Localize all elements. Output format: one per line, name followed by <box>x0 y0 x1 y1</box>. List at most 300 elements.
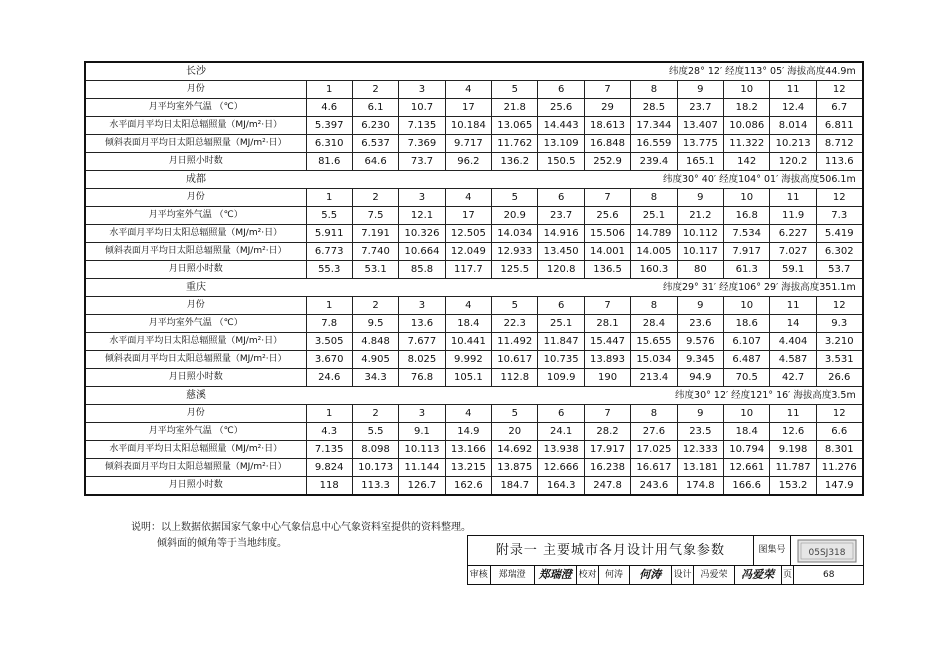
row-label: 月日照小时数 <box>85 153 306 171</box>
table-cell: 243.6 <box>631 477 677 496</box>
table-cell: 153.2 <box>770 477 816 496</box>
table-cell: 1 <box>306 297 352 315</box>
table-cell: 23.7 <box>677 99 723 117</box>
climate-parameter-table <box>84 61 864 496</box>
city-header-row <box>85 387 863 405</box>
row-label: 月份 <box>85 189 306 207</box>
table-cell: 14.443 <box>538 117 584 135</box>
table-cell: 7.135 <box>306 441 352 459</box>
atlas-number-text: 05SJ318 <box>808 547 846 558</box>
month-row <box>85 405 863 423</box>
table-cell: 136.5 <box>584 261 630 279</box>
table-cell: 184.7 <box>492 477 538 496</box>
table-cell: 34.3 <box>352 369 398 387</box>
table-cell: 6.107 <box>724 333 770 351</box>
table-cell: 23.7 <box>538 207 584 225</box>
table-cell: 16.8 <box>724 207 770 225</box>
table-cell: 10.213 <box>770 135 816 153</box>
table-cell: 6 <box>538 297 584 315</box>
table-cell: 7.740 <box>352 243 398 261</box>
table-cell: 190 <box>584 369 630 387</box>
row-label: 月平均室外气温 （℃） <box>85 207 306 225</box>
table-cell: 5.419 <box>816 225 862 243</box>
table-cell: 7.135 <box>399 117 445 135</box>
table-cell: 12.1 <box>399 207 445 225</box>
city-coordinates: 纬度28° 12′ 经度113° 05′ 海拔高度44.9m <box>306 62 863 81</box>
table-cell: 76.8 <box>399 369 445 387</box>
table-cell: 10.117 <box>677 243 723 261</box>
horizontal-irradiation-row <box>85 333 863 351</box>
table-cell: 9.717 <box>445 135 491 153</box>
sunshine-hours-row <box>85 153 863 171</box>
row-label: 月平均室外气温 （℃） <box>85 315 306 333</box>
city-header-row <box>85 279 863 297</box>
city-header-row <box>85 62 863 81</box>
table-cell: 10.617 <box>492 351 538 369</box>
table-cell: 7.677 <box>399 333 445 351</box>
table-cell: 7 <box>584 405 630 423</box>
table-cell: 136.2 <box>492 153 538 171</box>
table-cell: 81.6 <box>306 153 352 171</box>
designer-signature-icon: 冯爱荣 <box>735 566 782 584</box>
month-row <box>85 81 863 99</box>
temperature-row <box>85 99 863 117</box>
table-cell: 9 <box>677 297 723 315</box>
table-cell: 6.537 <box>352 135 398 153</box>
table-cell: 5.397 <box>306 117 352 135</box>
table-cell: 13.065 <box>492 117 538 135</box>
table-cell: 18.4 <box>724 423 770 441</box>
horizontal-irradiation-row <box>85 117 863 135</box>
table-cell: 5.5 <box>306 207 352 225</box>
table-cell: 4 <box>445 189 491 207</box>
table-cell: 7.3 <box>816 207 862 225</box>
table-cell: 142 <box>724 153 770 171</box>
table-cell: 10.112 <box>677 225 723 243</box>
table-cell: 9.3 <box>816 315 862 333</box>
table-cell: 3 <box>399 81 445 99</box>
checker-signature-icon: 何涛 <box>630 566 672 584</box>
sunshine-hours-row <box>85 477 863 496</box>
city-header-row <box>85 171 863 189</box>
table-cell: 55.3 <box>306 261 352 279</box>
table-cell: 9.576 <box>677 333 723 351</box>
table-cell: 2 <box>352 189 398 207</box>
review-label: 审核 <box>468 566 491 584</box>
table-cell: 28.4 <box>631 315 677 333</box>
table-cell: 6.230 <box>352 117 398 135</box>
table-cell: 8.014 <box>770 117 816 135</box>
table-cell: 147.9 <box>816 477 862 496</box>
table-cell: 11 <box>770 189 816 207</box>
reviewer-name: 郑瑞澄 <box>491 566 535 584</box>
table-cell: 6 <box>538 405 584 423</box>
data-sheet <box>84 61 862 496</box>
table-cell: 28.1 <box>584 315 630 333</box>
table-cell: 13.181 <box>677 459 723 477</box>
table-cell: 12.666 <box>538 459 584 477</box>
table-cell: 6 <box>538 81 584 99</box>
table-cell: 6.811 <box>816 117 862 135</box>
table-cell: 11.847 <box>538 333 584 351</box>
table-cell: 3.210 <box>816 333 862 351</box>
table-cell: 12 <box>816 405 862 423</box>
table-cell: 10.086 <box>724 117 770 135</box>
table-cell: 26.6 <box>816 369 862 387</box>
table-cell: 6.302 <box>816 243 862 261</box>
table-cell: 20 <box>492 423 538 441</box>
table-cell: 14.692 <box>492 441 538 459</box>
page-label: 页 <box>782 566 795 584</box>
table-cell: 13.938 <box>538 441 584 459</box>
table-cell: 14.916 <box>538 225 584 243</box>
table-cell: 11 <box>770 405 816 423</box>
month-row <box>85 297 863 315</box>
month-row <box>85 189 863 207</box>
table-cell: 3.670 <box>306 351 352 369</box>
reviewer-signature-icon: 郑瑞澄 <box>535 566 577 584</box>
table-cell: 4.404 <box>770 333 816 351</box>
row-label: 水平面月平均日太阳总辐照量（MJ/m²·日） <box>85 225 306 243</box>
table-cell: 12 <box>816 81 862 99</box>
table-cell: 125.5 <box>492 261 538 279</box>
table-cell: 17.025 <box>631 441 677 459</box>
row-label: 月平均室外气温 （℃） <box>85 99 306 117</box>
table-cell: 64.6 <box>352 153 398 171</box>
table-cell: 27.6 <box>631 423 677 441</box>
table-cell: 8.098 <box>352 441 398 459</box>
table-cell: 10.7 <box>399 99 445 117</box>
table-cell: 247.8 <box>584 477 630 496</box>
table-cell: 8.301 <box>816 441 862 459</box>
tilted-irradiation-row <box>85 459 863 477</box>
table-cell: 18.613 <box>584 117 630 135</box>
table-cell: 59.1 <box>770 261 816 279</box>
table-cell: 9.1 <box>399 423 445 441</box>
table-cell: 16.559 <box>631 135 677 153</box>
table-cell: 9.198 <box>770 441 816 459</box>
table-cell: 70.5 <box>724 369 770 387</box>
row-label: 水平面月平均日太阳总辐照量（MJ/m²·日） <box>85 333 306 351</box>
check-label: 校对 <box>577 566 600 584</box>
table-cell: 10.184 <box>445 117 491 135</box>
table-cell: 5 <box>492 189 538 207</box>
table-cell: 4.6 <box>306 99 352 117</box>
row-label: 倾斜表面月平均日太阳总辐照量（MJ/m²·日） <box>85 459 306 477</box>
table-cell: 120.2 <box>770 153 816 171</box>
table-cell: 5 <box>492 405 538 423</box>
table-cell: 239.4 <box>631 153 677 171</box>
table-cell: 4 <box>445 405 491 423</box>
table-cell: 17.344 <box>631 117 677 135</box>
table-cell: 12.049 <box>445 243 491 261</box>
sunshine-hours-row <box>85 369 863 387</box>
table-cell: 10.664 <box>399 243 445 261</box>
table-cell: 4 <box>445 297 491 315</box>
table-cell: 14.001 <box>584 243 630 261</box>
table-cell: 21.2 <box>677 207 723 225</box>
table-cell: 12 <box>816 189 862 207</box>
table-cell: 10.794 <box>724 441 770 459</box>
table-cell: 10.326 <box>399 225 445 243</box>
table-cell: 7.369 <box>399 135 445 153</box>
table-cell: 5.911 <box>306 225 352 243</box>
table-cell: 11 <box>770 297 816 315</box>
table-cell: 3.505 <box>306 333 352 351</box>
city-coordinates: 纬度29° 31′ 经度106° 29′ 海拔高度351.1m <box>306 279 863 297</box>
table-cell: 12 <box>816 297 862 315</box>
page-number: 68 <box>822 570 835 580</box>
table-cell: 15.655 <box>631 333 677 351</box>
table-cell: 213.4 <box>631 369 677 387</box>
table-cell: 11.144 <box>399 459 445 477</box>
table-cell: 16.617 <box>631 459 677 477</box>
designer-name: 冯爱荣 <box>694 566 734 584</box>
sunshine-hours-row <box>85 261 863 279</box>
row-label: 月份 <box>85 405 306 423</box>
table-cell: 3.531 <box>816 351 862 369</box>
table-cell: 174.8 <box>677 477 723 496</box>
table-cell: 17 <box>445 207 491 225</box>
table-cell: 2 <box>352 405 398 423</box>
table-cell: 23.5 <box>677 423 723 441</box>
table-cell: 10 <box>724 189 770 207</box>
table-cell: 14.789 <box>631 225 677 243</box>
city-name: 长沙 <box>85 62 306 81</box>
table-cell: 14.9 <box>445 423 491 441</box>
table-cell: 12.933 <box>492 243 538 261</box>
table-cell: 3 <box>399 189 445 207</box>
table-cell: 9 <box>677 81 723 99</box>
table-cell: 4.3 <box>306 423 352 441</box>
table-cell: 24.1 <box>538 423 584 441</box>
table-cell: 13.215 <box>445 459 491 477</box>
notes <box>131 520 471 552</box>
city-name: 重庆 <box>85 279 306 297</box>
table-cell: 11.762 <box>492 135 538 153</box>
atlas-number-label: 图集号 <box>754 536 791 566</box>
table-cell: 85.8 <box>399 261 445 279</box>
table-cell: 8 <box>631 297 677 315</box>
table-cell: 7.5 <box>352 207 398 225</box>
table-cell: 113.6 <box>816 153 862 171</box>
table-cell: 73.7 <box>399 153 445 171</box>
horizontal-irradiation-row <box>85 225 863 243</box>
row-label: 月份 <box>85 81 306 99</box>
table-cell: 6.310 <box>306 135 352 153</box>
row-label: 倾斜表面月平均日太阳总辐照量（MJ/m²·日） <box>85 135 306 153</box>
table-cell: 10.735 <box>538 351 584 369</box>
row-label: 月日照小时数 <box>85 477 306 496</box>
table-cell: 9.992 <box>445 351 491 369</box>
tilted-irradiation-row <box>85 243 863 261</box>
table-cell: 252.9 <box>584 153 630 171</box>
table-cell: 17 <box>445 99 491 117</box>
table-cell: 9.345 <box>677 351 723 369</box>
table-cell: 6.1 <box>352 99 398 117</box>
table-cell: 117.7 <box>445 261 491 279</box>
table-cell: 7.027 <box>770 243 816 261</box>
table-cell: 28.5 <box>631 99 677 117</box>
table-cell: 10 <box>724 297 770 315</box>
table-cell: 6.227 <box>770 225 816 243</box>
table-cell: 11.492 <box>492 333 538 351</box>
table-cell: 11.787 <box>770 459 816 477</box>
table-cell: 10 <box>724 81 770 99</box>
row-label: 月平均室外气温 （℃） <box>85 423 306 441</box>
table-cell: 8 <box>631 189 677 207</box>
table-cell: 109.9 <box>538 369 584 387</box>
table-cell: 150.5 <box>538 153 584 171</box>
table-cell: 120.8 <box>538 261 584 279</box>
table-cell: 5 <box>492 81 538 99</box>
design-label: 设计 <box>672 566 695 584</box>
table-cell: 6.773 <box>306 243 352 261</box>
table-cell: 11.322 <box>724 135 770 153</box>
table-cell: 10 <box>724 405 770 423</box>
table-cell: 5 <box>492 297 538 315</box>
table-cell: 25.1 <box>631 207 677 225</box>
table-cell: 4 <box>445 81 491 99</box>
table-cell: 12.661 <box>724 459 770 477</box>
city-name: 慈溪 <box>85 387 306 405</box>
temperature-row <box>85 315 863 333</box>
table-cell: 12.6 <box>770 423 816 441</box>
table-cell: 10.441 <box>445 333 491 351</box>
table-cell: 13.407 <box>677 117 723 135</box>
table-cell: 11.276 <box>816 459 862 477</box>
table-cell: 4.905 <box>352 351 398 369</box>
table-cell: 7 <box>584 189 630 207</box>
table-cell: 9.5 <box>352 315 398 333</box>
city-coordinates: 纬度30° 12′ 经度121° 16′ 海拔高度3.5m <box>306 387 863 405</box>
table-cell: 18.4 <box>445 315 491 333</box>
table-cell: 8.025 <box>399 351 445 369</box>
table-cell: 5.5 <box>352 423 398 441</box>
table-cell: 18.2 <box>724 99 770 117</box>
row-label: 水平面月平均日太阳总辐照量（MJ/m²·日） <box>85 441 306 459</box>
table-cell: 29 <box>584 99 630 117</box>
tilted-irradiation-row <box>85 135 863 153</box>
table-cell: 6.6 <box>816 423 862 441</box>
table-cell: 6 <box>538 189 584 207</box>
table-cell: 14.005 <box>631 243 677 261</box>
city-name: 成都 <box>85 171 306 189</box>
table-cell: 9 <box>677 405 723 423</box>
table-cell: 15.506 <box>584 225 630 243</box>
temperature-row <box>85 207 863 225</box>
table-cell: 42.7 <box>770 369 816 387</box>
table-cell: 7 <box>584 81 630 99</box>
table-cell: 20.9 <box>492 207 538 225</box>
table-cell: 12.4 <box>770 99 816 117</box>
table-cell: 1 <box>306 81 352 99</box>
table-cell: 6.487 <box>724 351 770 369</box>
table-cell: 113.3 <box>352 477 398 496</box>
table-cell: 28.2 <box>584 423 630 441</box>
table-cell: 16.848 <box>584 135 630 153</box>
table-cell: 14.034 <box>492 225 538 243</box>
table-cell: 8 <box>631 81 677 99</box>
table-cell: 160.3 <box>631 261 677 279</box>
table-cell: 112.8 <box>492 369 538 387</box>
table-cell: 165.1 <box>677 153 723 171</box>
table-cell: 13.166 <box>445 441 491 459</box>
atlas-stamp-icon <box>797 539 857 563</box>
table-cell: 23.6 <box>677 315 723 333</box>
table-cell: 13.450 <box>538 243 584 261</box>
table-cell: 126.7 <box>399 477 445 496</box>
table-cell: 53.7 <box>816 261 862 279</box>
table-cell: 2 <box>352 297 398 315</box>
table-cell: 13.109 <box>538 135 584 153</box>
table-cell: 12.333 <box>677 441 723 459</box>
table-cell: 162.6 <box>445 477 491 496</box>
table-cell: 80 <box>677 261 723 279</box>
atlas-number-stamp <box>791 536 863 566</box>
row-label: 倾斜表面月平均日太阳总辐照量（MJ/m²·日） <box>85 243 306 261</box>
table-cell: 2 <box>352 81 398 99</box>
table-cell: 53.1 <box>352 261 398 279</box>
horizontal-irradiation-row <box>85 441 863 459</box>
table-cell: 13.6 <box>399 315 445 333</box>
table-cell: 13.875 <box>492 459 538 477</box>
table-cell: 8 <box>631 405 677 423</box>
table-cell: 7.917 <box>724 243 770 261</box>
table-cell: 21.8 <box>492 99 538 117</box>
temperature-row <box>85 423 863 441</box>
table-cell: 18.6 <box>724 315 770 333</box>
row-label: 月日照小时数 <box>85 369 306 387</box>
table-cell: 164.3 <box>538 477 584 496</box>
row-label: 月日照小时数 <box>85 261 306 279</box>
table-cell: 118 <box>306 477 352 496</box>
table-cell: 7.8 <box>306 315 352 333</box>
table-cell: 7 <box>584 297 630 315</box>
table-cell: 22.3 <box>492 315 538 333</box>
table-cell: 25.1 <box>538 315 584 333</box>
row-label: 水平面月平均日太阳总辐照量（MJ/m²·日） <box>85 117 306 135</box>
table-cell: 1 <box>306 405 352 423</box>
table-cell: 17.917 <box>584 441 630 459</box>
table-cell: 8.712 <box>816 135 862 153</box>
title-block <box>467 535 864 585</box>
table-cell: 7.191 <box>352 225 398 243</box>
table-cell: 9 <box>677 189 723 207</box>
note-line-1: 说明：以上数据依据国家气象中心气象信息中心气象资料室提供的资料整理。 <box>131 522 471 533</box>
table-cell: 15.034 <box>631 351 677 369</box>
table-cell: 11 <box>770 81 816 99</box>
table-cell: 61.3 <box>724 261 770 279</box>
drawing-title: 附录一 主要城市各月设计用气象参数 <box>468 536 754 566</box>
table-cell: 13.775 <box>677 135 723 153</box>
table-cell: 7.534 <box>724 225 770 243</box>
table-cell: 3 <box>399 405 445 423</box>
table-cell: 24.6 <box>306 369 352 387</box>
table-cell: 12.505 <box>445 225 491 243</box>
signature-row <box>468 566 863 584</box>
table-cell: 10.173 <box>352 459 398 477</box>
row-label: 倾斜表面月平均日太阳总辐照量（MJ/m²·日） <box>85 351 306 369</box>
table-cell: 4.587 <box>770 351 816 369</box>
table-cell: 25.6 <box>584 207 630 225</box>
tilted-irradiation-row <box>85 351 863 369</box>
table-cell: 13.893 <box>584 351 630 369</box>
table-cell: 105.1 <box>445 369 491 387</box>
table-cell: 6.7 <box>816 99 862 117</box>
note-line-2: 倾斜面的倾角等于当地纬度。 <box>157 538 287 549</box>
table-cell: 25.6 <box>538 99 584 117</box>
